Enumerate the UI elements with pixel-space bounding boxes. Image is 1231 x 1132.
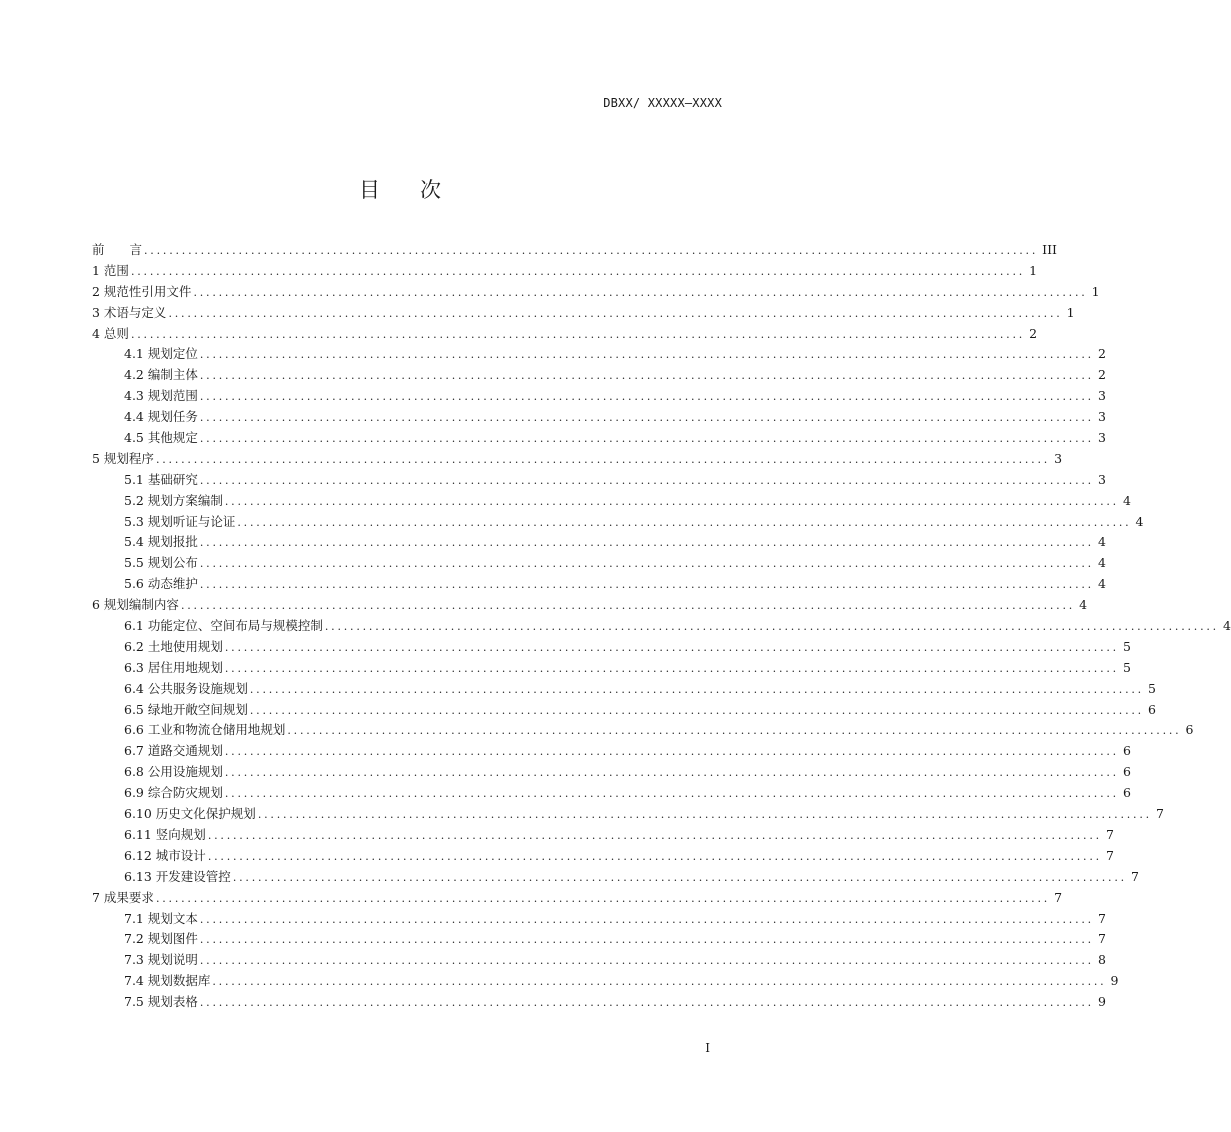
toc-entry-page: 4 [1079, 597, 1088, 613]
toc-entry-label: 6.6 工业和物流仓储用地规划 [124, 722, 286, 738]
toc-dot-leader: .............................................................................................................................................. [324, 620, 1219, 634]
toc-entry-label: 4.4 规划任务 [124, 409, 198, 425]
toc-entry-label: 4.2 编制主体 [124, 367, 198, 383]
toc-entry-page: 5 [1122, 638, 1131, 654]
toc-entry-label: 1 范围 [92, 262, 129, 278]
toc-entry-label: 4.1 规划定位 [124, 346, 198, 362]
toc-entry-label: 6.8 公用设施规划 [124, 764, 223, 780]
toc-entry-label: 4.3 规划范围 [124, 388, 198, 404]
toc-entry-page: 8 [1097, 952, 1106, 968]
toc-entry-page: III [1042, 242, 1057, 257]
toc-entry-page: 4 [1097, 555, 1106, 571]
toc-dot-leader: .............................................................................................................................................. [144, 244, 1039, 257]
toc-entry-label: 7.5 规划表格 [124, 994, 198, 1010]
toc-dot-leader: .............................................................................................................................................. [249, 703, 1144, 717]
toc-entry-label: 3 术语与定义 [92, 304, 167, 320]
toc-entry-label: 5.3 规划听证与论证 [124, 513, 236, 529]
toc-entry-page: 9 [1110, 973, 1119, 989]
toc-entry[interactable] [92, 595, 1088, 616]
toc-entry[interactable] [92, 700, 1156, 721]
toc-entry-page: 1 [1066, 304, 1075, 320]
toc-entry[interactable] [92, 741, 1131, 762]
toc-entry[interactable] [92, 532, 1106, 553]
table-of-contents [92, 240, 1231, 1013]
toc-entry[interactable] [92, 825, 1114, 846]
toc-entry-page: 7 [1097, 931, 1106, 947]
title-char-1: 目 [359, 178, 380, 202]
toc-entry-page: 3 [1054, 450, 1063, 466]
toc-entry-label: 6.12 城市设计 [124, 847, 206, 863]
toc-entry-label: 6.9 综合防灾规划 [124, 785, 223, 801]
toc-dot-leader: .............................................................................................................................................. [130, 264, 1026, 278]
toc-entry[interactable] [92, 240, 1057, 261]
toc-dot-leader: .............................................................................................................................................. [199, 348, 1094, 362]
toc-dot-leader: .............................................................................................................................................. [130, 327, 1026, 341]
toc-dot-leader: .............................................................................................................................................. [199, 536, 1094, 550]
toc-entry[interactable] [92, 971, 1119, 992]
toc-entry-page: 7 [1130, 868, 1139, 884]
toc-entry-label: 7 成果要求 [92, 889, 154, 905]
toc-entry-page: 7 [1105, 847, 1114, 863]
toc-dot-leader: .............................................................................................................................................. [199, 473, 1094, 487]
toc-entry-label: 5.6 动态维护 [124, 576, 198, 592]
toc-entry-label: 7.3 规划说明 [124, 952, 198, 968]
toc-entry[interactable] [92, 324, 1038, 345]
toc-entry-label: 5.1 基础研究 [124, 471, 198, 487]
toc-entry[interactable] [92, 512, 1144, 533]
toc-entry[interactable] [92, 261, 1038, 282]
toc-entry-label: 4.5 其他规定 [124, 430, 198, 446]
toc-entry[interactable] [92, 344, 1106, 365]
toc-entry-page: 2 [1029, 325, 1038, 341]
toc-entry-page: 1 [1091, 283, 1100, 299]
toc-entry-page: 4 [1122, 492, 1131, 508]
toc-entry-label: 5.5 规划公布 [124, 555, 198, 571]
toc-dot-leader: .............................................................................................................................................. [257, 808, 1152, 822]
toc-entry-label: 5 规划程序 [92, 450, 154, 466]
toc-entry[interactable] [92, 720, 1194, 741]
toc-entry-label: 6.2 土地使用规划 [124, 638, 223, 654]
toc-dot-leader: .............................................................................................................................................. [199, 369, 1094, 383]
toc-dot-leader: .............................................................................................................................................. [168, 306, 1063, 320]
toc-entry-page: 7 [1054, 889, 1063, 905]
toc-dot-leader: .............................................................................................................................................. [224, 787, 1119, 801]
toc-entry-page: 9 [1097, 994, 1106, 1010]
toc-entry[interactable] [92, 867, 1139, 888]
title-char-2: 次 [420, 178, 441, 202]
toc-dot-leader: .............................................................................................................................................. [180, 599, 1076, 613]
toc-entry-page: 5 [1147, 680, 1156, 696]
toc-dot-leader: .............................................................................................................................................. [224, 766, 1119, 780]
toc-entry-label: 前 言 [92, 242, 143, 257]
toc-dot-leader: .............................................................................................................................................. [287, 724, 1182, 738]
toc-dot-leader: .............................................................................................................................................. [199, 912, 1094, 926]
toc-entry[interactable] [92, 783, 1131, 804]
toc-entry-page: 6 [1147, 701, 1156, 717]
toc-entry-page: 4 [1097, 534, 1106, 550]
toc-entry-label: 6.7 道路交通规划 [124, 743, 223, 759]
toc-dot-leader: .............................................................................................................................................. [199, 578, 1094, 592]
toc-entry[interactable] [92, 428, 1106, 449]
toc-entry[interactable] [92, 491, 1131, 512]
toc-entry-label: 6.5 绿地开敞空间规划 [124, 701, 248, 717]
toc-entry-label: 6.1 功能定位、空间布局与规模控制 [124, 618, 323, 634]
toc-entry[interactable] [92, 449, 1063, 470]
toc-dot-leader: .............................................................................................................................................. [212, 975, 1107, 989]
toc-entry-page: 6 [1122, 764, 1131, 780]
toc-entry-label: 5.4 规划报批 [124, 534, 198, 550]
toc-dot-leader: .............................................................................................................................................. [249, 682, 1144, 696]
toc-entry-page: 3 [1097, 430, 1106, 446]
toc-entry-label: 7.1 规划文本 [124, 910, 198, 926]
toc-entry[interactable] [92, 909, 1106, 930]
toc-dot-leader: .............................................................................................................................................. [199, 557, 1094, 571]
document-code-header: DBXX/ XXXXX—XXXX [603, 96, 722, 110]
toc-entry[interactable] [92, 658, 1131, 679]
toc-dot-leader: .............................................................................................................................................. [237, 515, 1132, 529]
toc-entry[interactable] [92, 303, 1075, 324]
toc-entry[interactable] [92, 804, 1164, 825]
toc-entry-label: 6.11 竖向规划 [124, 826, 206, 842]
toc-entry-page: 5 [1122, 659, 1131, 675]
toc-dot-leader: .............................................................................................................................................. [199, 411, 1094, 425]
toc-entry[interactable] [92, 929, 1106, 950]
toc-entry-label: 7.4 规划数据库 [124, 973, 211, 989]
toc-dot-leader: .............................................................................................................................................. [155, 891, 1051, 905]
toc-entry[interactable] [92, 992, 1106, 1013]
toc-dot-leader: .............................................................................................................................................. [199, 954, 1094, 968]
toc-dot-leader: .............................................................................................................................................. [224, 494, 1119, 508]
toc-dot-leader: .............................................................................................................................................. [155, 452, 1051, 466]
page-number: I [705, 1041, 710, 1055]
page-title [0, 174, 800, 204]
toc-dot-leader: .............................................................................................................................................. [207, 828, 1102, 842]
toc-dot-leader: .............................................................................................................................................. [199, 996, 1094, 1010]
toc-dot-leader: .............................................................................................................................................. [193, 285, 1088, 299]
toc-entry-page: 7 [1105, 826, 1114, 842]
toc-entry-page: 3 [1097, 471, 1106, 487]
toc-entry[interactable] [92, 888, 1063, 909]
toc-entry-label: 4 总则 [92, 325, 129, 341]
toc-entry-label: 2 规范性引用文件 [92, 283, 192, 299]
toc-entry-page: 3 [1097, 409, 1106, 425]
toc-entry-page: 1 [1029, 262, 1038, 278]
toc-entry-label: 6.4 公共服务设施规划 [124, 680, 248, 696]
toc-entry-page: 6 [1122, 785, 1131, 801]
toc-entry[interactable] [92, 679, 1156, 700]
toc-entry-page: 7 [1097, 910, 1106, 926]
toc-entry-label: 6.3 居住用地规划 [124, 659, 223, 675]
toc-entry-page: 3 [1097, 388, 1106, 404]
toc-entry[interactable] [92, 616, 1231, 637]
toc-entry-page: 4 [1222, 618, 1231, 634]
toc-dot-leader: .............................................................................................................................................. [232, 870, 1127, 884]
toc-entry-page: 2 [1097, 346, 1106, 362]
toc-entry-page: 4 [1135, 513, 1144, 529]
toc-entry[interactable] [92, 950, 1106, 971]
toc-entry-page: 4 [1097, 576, 1106, 592]
toc-entry[interactable] [92, 470, 1106, 491]
toc-entry-page: 6 [1122, 743, 1131, 759]
toc-dot-leader: .............................................................................................................................................. [199, 933, 1094, 947]
toc-entry[interactable] [92, 407, 1106, 428]
toc-entry[interactable] [92, 846, 1114, 867]
toc-entry-label: 6 规划编制内容 [92, 597, 179, 613]
toc-entry-label: 6.13 开发建设管控 [124, 868, 231, 884]
toc-dot-leader: .............................................................................................................................................. [199, 390, 1094, 404]
toc-entry-label: 7.2 规划图件 [124, 931, 198, 947]
toc-dot-leader: .............................................................................................................................................. [224, 661, 1119, 675]
toc-entry[interactable] [92, 553, 1106, 574]
toc-entry-label: 5.2 规划方案编制 [124, 492, 223, 508]
toc-entry[interactable] [92, 637, 1131, 658]
toc-entry[interactable] [92, 386, 1106, 407]
toc-dot-leader: .............................................................................................................................................. [207, 849, 1102, 863]
toc-entry-page: 6 [1185, 722, 1194, 738]
toc-entry[interactable] [92, 574, 1106, 595]
toc-dot-leader: .............................................................................................................................................. [224, 745, 1119, 759]
toc-entry[interactable] [92, 282, 1100, 303]
toc-dot-leader: .............................................................................................................................................. [199, 432, 1094, 446]
toc-entry-page: 7 [1155, 806, 1164, 822]
toc-dot-leader: .............................................................................................................................................. [224, 640, 1119, 654]
toc-entry[interactable] [92, 365, 1106, 386]
toc-entry-label: 6.10 历史文化保护规划 [124, 806, 256, 822]
toc-entry[interactable] [92, 762, 1131, 783]
toc-entry-page: 2 [1097, 367, 1106, 383]
